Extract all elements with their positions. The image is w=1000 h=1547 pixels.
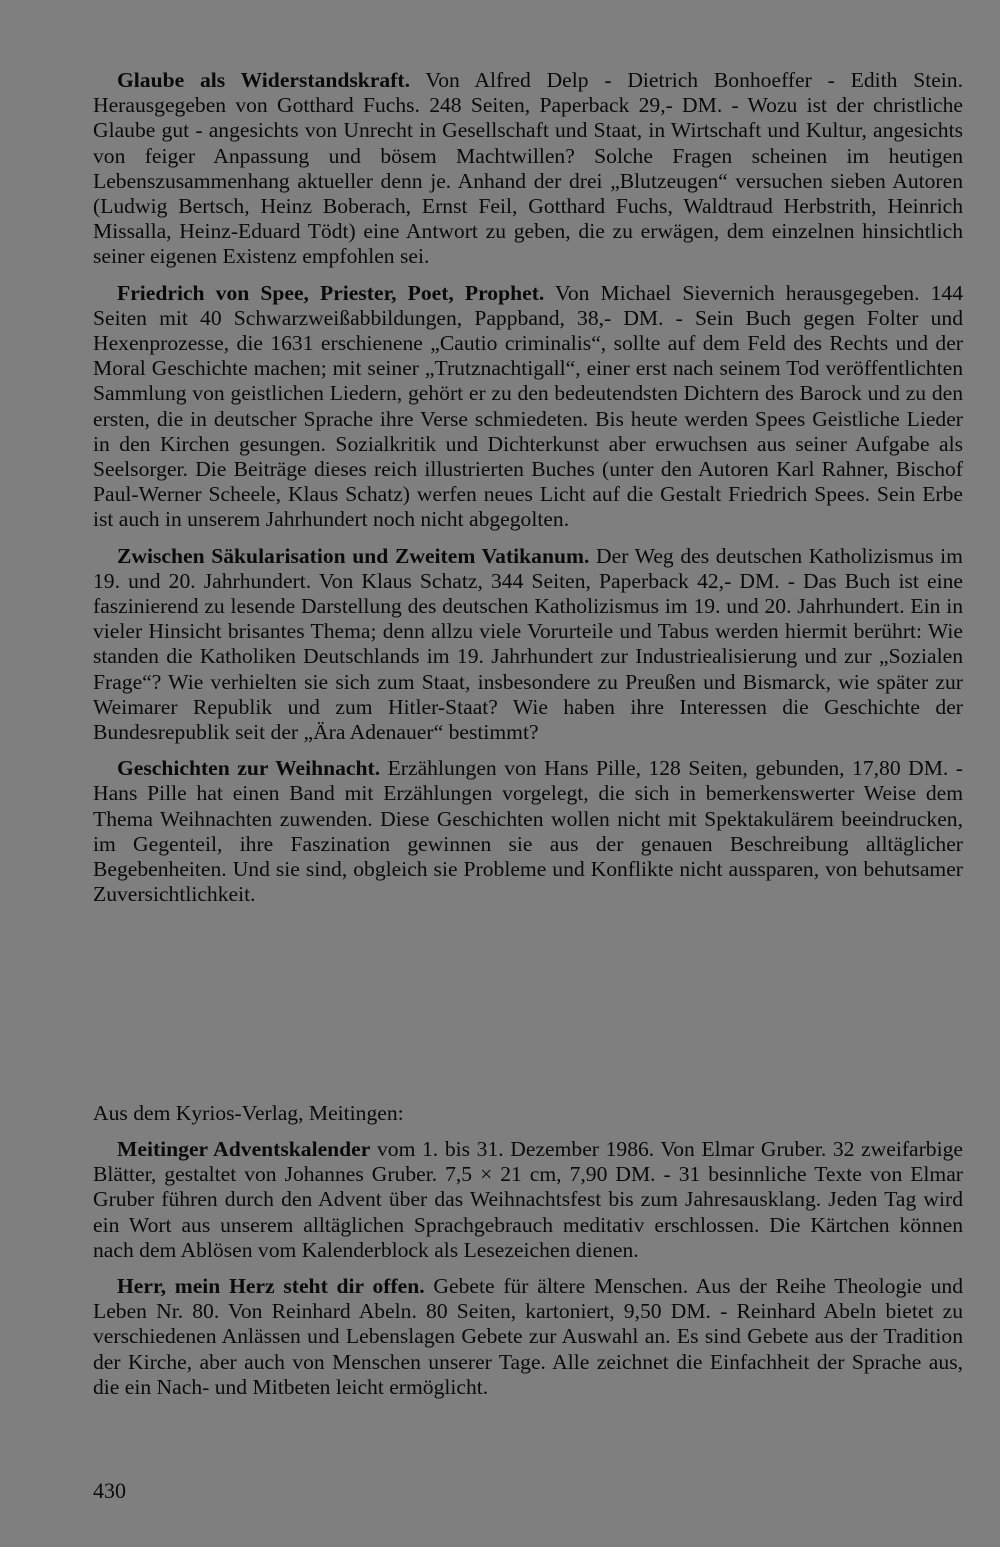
review-entry	[93, 68, 963, 270]
review-title: Meitinger Adventskalender	[117, 1137, 371, 1161]
review-title: Glaube als Widerstandskraft.	[117, 68, 410, 92]
review-entry	[93, 281, 963, 533]
review-text: Gebete für ältere Menschen. Aus der Reihe Theologie und Leben Nr. 80. Von Reinhard Abeln. 80 Seiten, kartoniert, 9,50 DM. - Reinhard Abeln bietet zu verschiedenen Anlässen und Lebenslagen Gebete zur Auswahl an. Es sind Gebete aus der Tradition der Kirche, aber auch von Menschen unserer Tage. Alle zeichnet die Einfachheit der Sprache aus, die ein Nach- und Mitbeten leicht ermöglicht.	[93, 1274, 963, 1399]
review-title: Zwischen Säkularisation und Zweitem Vatikanum.	[117, 543, 590, 568]
publisher-heading: Aus dem Kyrios-Verlag, Meitingen:	[93, 1101, 404, 1125]
book-reviews-section	[93, 68, 963, 919]
review-title: Geschichten zur Weihnacht.	[117, 756, 381, 781]
review-title: Herr, mein Herz steht dir offen.	[117, 1274, 425, 1299]
review-text: Der Weg des deutschen Katholizismus im 19. und 20. Jahrhundert. Von Klaus Schatz, 344 Seiten, Paperback 42,- DM. - Das Buch ist eine faszinierend zu lesende Darstellung des deutschen Katholizismus im 19. und 20. Jahrhundert. Ein in vieler Hinsicht brisantes Thema; denn allzu viele Vorurteile und Tabus werden hiermit berührt: Wie standen die Katholiken Deutschlands im 19. Jahrhundert zur Industriealisierung und zur „Sozialen Frage“? Wie verhielten sie sich zum Staat, insbesondere zu Preußen und Bismarck, wie später zur Weimarer Republik und zum Hitler-Staat? Wie haben ihre Interessen die Geschichte der Bundesrepublik seit der „Ära Adenauer“ bestimmt?	[93, 543, 963, 745]
review-text: Erzählungen von Hans Pille, 128 Seiten, gebunden, 17,80 DM. - Hans Pille hat einen Band mit Erzählungen vorgelegt, die sich in bemerkenswerter Weise dem Thema Weihnachten zuwenden. Diese Geschichten wollen nicht mit Spektakulärem beeindrucken, im Gegenteil, ihre Faszination gewinnen sie aus der genauen Beschreibung alltäglicher Begebenheiten. Und sie sind, obgleich sie Probleme und Konflikte nicht aussparen, von behutsamer Zuversichtlichkeit.	[93, 756, 963, 907]
review-entry	[93, 544, 963, 746]
review-entry	[93, 1137, 963, 1263]
review-entry	[93, 756, 963, 907]
review-entry	[93, 1274, 963, 1400]
review-text: Von Alfred Delp - Dietrich Bonhoeffer - Edith Stein. Herausgegeben von Gotthard Fuchs. 248 Seiten, Paperback 29,- DM. - Wozu ist der christliche Glaube gut - angesichts von Unrecht in Gesellschaft und Staat, in Wirtschaft und Kultur, angesichts von feiger Anpassung und bösem Machtwillen? Solche Fragen scheinen im heutigen Lebenszusammenhang aktueller denn je. Anhand der drei „Blutzeugen“ versuchen sieben Autoren (Ludwig Bertsch, Heinz Boberach, Ernst Feil, Gotthard Fuchs, Waldtraud Herbstrith, Heinrich Missalla, Heinz-Eduard Tödt) eine Antwort zu geben, die zu erwägen, dem einzelnen hinsichtlich seiner eigenen Existenz empfohlen sei.	[93, 68, 963, 269]
review-text: vom 1. bis 31. Dezember 1986. Von Elmar Gruber. 32 zweifarbige Blätter, gestaltet von Johannes Gruber. 7,5 × 21 cm, 7,90 DM. - 31 besinnliche Texte von Elmar Gruber führen durch den Advent über das Weihnachtsfest bis zum Jahresausklang. Jeden Tag wird ein Wort aus unserem alltäglichen Sprachgebrauch meditativ erschlossen. Die Kärtchen können nach dem Ablösen vom Kalenderblock als Lesezeichen dienen.	[93, 1137, 963, 1262]
page-number: 430	[93, 1478, 126, 1503]
review-text: Von Michael Sievernich herausgegeben. 144 Seiten mit 40 Schwarzweißabbildungen, Pappband, 38,- DM. - Sein Buch gegen Folter und Hexenprozesse, die 1631 erschienene „Cautio criminalis“, sollte auf dem Feld des Rechts und der Moral Geschichte machen; mit seiner „Trutznachtigall“, einer erst nach seinem Tod veröffentlichten Sammlung von geistlichen Liedern, gehört er zu den bedeutendsten Dichtern des Barock und zu den ersten, die in deutscher Sprache ihre Verse schmiedeten. Bis heute werden Spees Geistliche Lieder in den Kirchen gesungen. Sozialkritik und Dichterkunst aber erwuchsen aus seiner Aufgabe als Seelsorger. Die Beiträge dieses reich illustrierten Buches (unter den Autoren Karl Rahner, Bischof Paul-Werner Scheele, Klaus Schatz) werfen neues Licht auf die Gestalt Friedrich Spees. Sein Erbe ist auch in unserem Jahrhundert noch nicht abgegolten.	[93, 280, 963, 532]
review-title: Friedrich von Spee, Priester, Poet, Prophet.	[117, 280, 545, 305]
publisher-reviews-section	[93, 1137, 963, 1411]
